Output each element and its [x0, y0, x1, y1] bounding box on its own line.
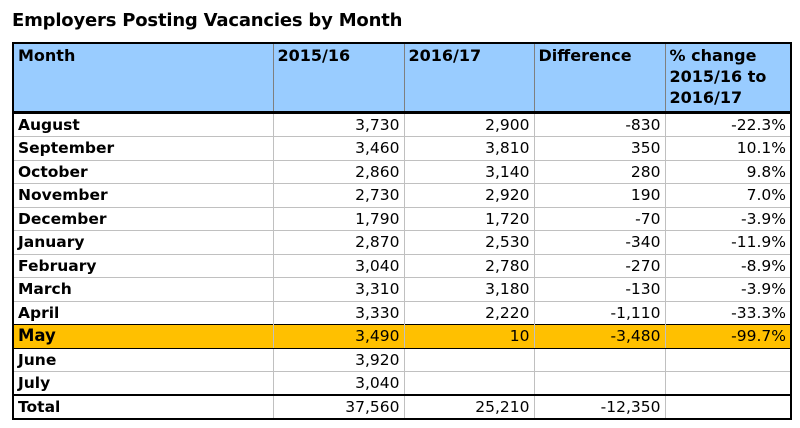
value-2015-16: 2,730	[273, 184, 404, 208]
value-2016-17: 3,810	[404, 137, 534, 161]
difference-cell	[534, 372, 665, 396]
table-row	[13, 301, 791, 325]
month-cell: October	[13, 160, 273, 184]
difference-cell: -1,110	[534, 301, 665, 325]
total-difference: -12,350	[534, 395, 665, 419]
value-2016-17: 2,780	[404, 254, 534, 278]
value-2015-16: 3,310	[273, 278, 404, 302]
difference-cell: 190	[534, 184, 665, 208]
month-cell: June	[13, 348, 273, 372]
difference-cell: -830	[534, 113, 665, 137]
pct-change-cell: -3.9%	[665, 278, 791, 302]
header-2015-16: 2015/16	[273, 43, 404, 113]
pct-change-cell	[665, 372, 791, 396]
difference-cell: -3,480	[534, 325, 665, 349]
value-2015-16: 3,330	[273, 301, 404, 325]
pct-change-cell: -22.3%	[665, 113, 791, 137]
value-2016-17: 1,720	[404, 207, 534, 231]
total-2015-16: 37,560	[273, 395, 404, 419]
value-2016-17: 3,180	[404, 278, 534, 302]
pct-change-cell: 10.1%	[665, 137, 791, 161]
value-2015-16: 3,490	[273, 325, 404, 349]
value-2015-16: 2,860	[273, 160, 404, 184]
header-row	[13, 43, 791, 113]
value-2016-17: 3,140	[404, 160, 534, 184]
table-row	[13, 113, 791, 137]
value-2015-16: 1,790	[273, 207, 404, 231]
difference-cell: 350	[534, 137, 665, 161]
value-2015-16: 3,460	[273, 137, 404, 161]
value-2016-17: 2,900	[404, 113, 534, 137]
month-cell: May	[13, 325, 273, 349]
value-2015-16: 3,040	[273, 372, 404, 396]
pct-change-cell: -8.9%	[665, 254, 791, 278]
total-pct-change	[665, 395, 791, 419]
header-2016-17: 2016/17	[404, 43, 534, 113]
table-row	[13, 137, 791, 161]
table-row	[13, 348, 791, 372]
table-row	[13, 325, 791, 349]
table-row	[13, 207, 791, 231]
difference-cell: -270	[534, 254, 665, 278]
vacancies-table	[12, 42, 792, 420]
value-2016-17: 10	[404, 325, 534, 349]
table-row	[13, 254, 791, 278]
month-cell: November	[13, 184, 273, 208]
value-2016-17: 2,220	[404, 301, 534, 325]
value-2016-17	[404, 348, 534, 372]
table-row	[13, 160, 791, 184]
value-2015-16: 2,870	[273, 231, 404, 255]
difference-cell: -340	[534, 231, 665, 255]
value-2015-16: 3,040	[273, 254, 404, 278]
table-row	[13, 372, 791, 396]
value-2016-17	[404, 372, 534, 396]
pct-change-cell: -33.3%	[665, 301, 791, 325]
table-row	[13, 278, 791, 302]
difference-cell: 280	[534, 160, 665, 184]
header-month: Month	[13, 43, 273, 113]
value-2016-17: 2,530	[404, 231, 534, 255]
pct-change-cell: -11.9%	[665, 231, 791, 255]
header-pct-change: % change 2015/16 to 2016/17	[665, 43, 791, 113]
pct-change-cell: 9.8%	[665, 160, 791, 184]
table-row	[13, 184, 791, 208]
difference-cell: -130	[534, 278, 665, 302]
pct-change-cell: -3.9%	[665, 207, 791, 231]
month-cell: August	[18, 116, 80, 134]
month-cell: April	[13, 301, 273, 325]
month-cell: December	[13, 207, 273, 231]
month-cell: September	[13, 137, 273, 161]
pct-change-cell	[665, 348, 791, 372]
value-2016-17: 2,920	[404, 184, 534, 208]
total-row	[13, 395, 791, 419]
pct-change-cell: 7.0%	[665, 184, 791, 208]
difference-cell	[534, 348, 665, 372]
table-title: Employers Posting Vacancies by Month	[12, 10, 403, 31]
month-cell: January	[13, 231, 273, 255]
pct-change-cell: -99.7%	[665, 325, 791, 349]
total-label: Total	[13, 395, 273, 419]
month-cell: February	[13, 254, 273, 278]
table-row	[13, 231, 791, 255]
value-2015-16: 3,920	[273, 348, 404, 372]
header-difference: Difference	[534, 43, 665, 113]
value-2015-16: 3,730	[273, 113, 404, 137]
month-cell: March	[13, 278, 273, 302]
month-cell: July	[13, 372, 273, 396]
difference-cell: -70	[534, 207, 665, 231]
total-2016-17: 25,210	[404, 395, 534, 419]
